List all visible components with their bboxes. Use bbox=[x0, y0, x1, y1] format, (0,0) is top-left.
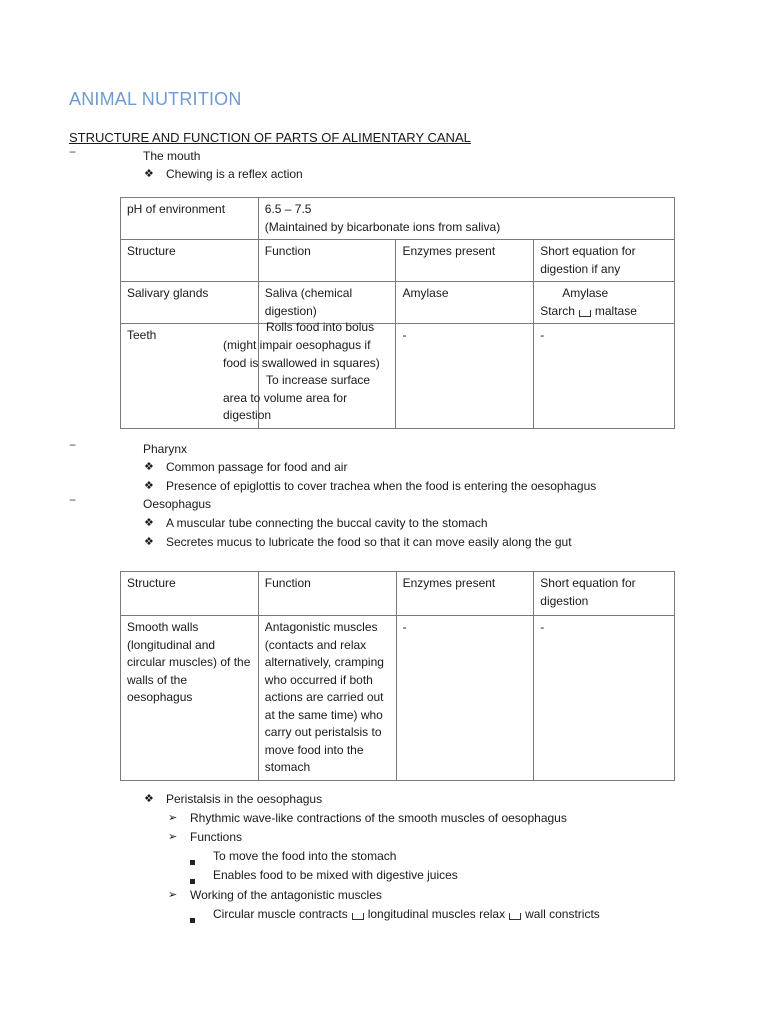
diamond-bullet-icon: ❖ bbox=[144, 517, 154, 529]
ph-note: (Maintained by bicarbonate ions from saliva) bbox=[264, 219, 501, 234]
structure-line: circular muscles) of the bbox=[127, 655, 251, 669]
function-line: Antagonistic muscles bbox=[264, 620, 378, 634]
arrow-bullet-icon: ➢ bbox=[168, 831, 178, 843]
dash-bullet: − bbox=[69, 493, 77, 507]
function-line: actions are carried out bbox=[264, 690, 384, 704]
section-heading: STRUCTURE AND FUNCTION OF PARTS OF ALIMENTARY CANAL bbox=[69, 130, 471, 145]
table-row bbox=[121, 282, 675, 324]
structure-line: (longitudinal and bbox=[127, 637, 216, 652]
working-b: longitudinal muscles relax bbox=[367, 907, 506, 921]
header-function: Function bbox=[258, 240, 396, 282]
equation-to: maltase bbox=[594, 303, 637, 318]
arrow-bullet-icon: ➢ bbox=[168, 812, 178, 824]
working-a: Circular muscle contracts bbox=[213, 907, 348, 921]
cell-equation: - bbox=[534, 616, 675, 781]
function-line: (contacts and relax bbox=[264, 637, 367, 652]
cell-equation bbox=[534, 282, 675, 324]
equation-line bbox=[540, 303, 668, 321]
cell-function bbox=[258, 616, 396, 781]
oesophagus-label: Oesophagus bbox=[143, 497, 212, 511]
oesophagus-table bbox=[120, 571, 675, 781]
equation-enzyme: Amylase bbox=[562, 286, 609, 300]
pharynx-bullet: Presence of epiglottis to cover trachea when the food is entering the oesophagus bbox=[166, 479, 597, 493]
structure-line: Smooth walls bbox=[127, 620, 199, 634]
square-bullet-icon bbox=[190, 854, 195, 868]
diamond-bullet-icon: ❖ bbox=[144, 793, 154, 805]
function-line: move food into the bbox=[264, 742, 364, 757]
arrow-icon bbox=[509, 913, 521, 920]
teeth-function-line: area to volume area for bbox=[223, 391, 348, 405]
teeth-function-line: food is swallowed in squares) bbox=[223, 356, 380, 370]
peristalsis-sub: Rhythmic wave-like contractions of the smooth muscles of oesophagus bbox=[190, 811, 567, 825]
ph-value-cell bbox=[258, 198, 674, 240]
teeth-function-line: (might impair oesophagus if bbox=[223, 338, 371, 352]
arrow-icon bbox=[352, 913, 364, 920]
peristalsis-sub: Working of the antagonistic muscles bbox=[190, 888, 382, 902]
header-function: Function bbox=[258, 572, 396, 616]
working-c: wall constricts bbox=[525, 907, 600, 921]
diamond-bullet-icon: ❖ bbox=[144, 461, 154, 473]
header-equation: Short equation for digestion if any bbox=[534, 240, 675, 282]
function-line: at the same time) who bbox=[264, 707, 383, 722]
dash-bullet: − bbox=[69, 438, 77, 452]
arrow-icon bbox=[579, 310, 591, 317]
function-item: Enables food to be mixed with digestive juices bbox=[213, 868, 458, 882]
dash-bullet: − bbox=[69, 145, 77, 159]
square-bullet-icon bbox=[190, 912, 195, 926]
cell-structure: Salivary glands bbox=[121, 282, 259, 324]
teeth-label: Teeth bbox=[127, 328, 157, 342]
diamond-bullet-icon: ❖ bbox=[144, 168, 154, 180]
equation-from: Starch bbox=[540, 303, 575, 318]
cell-structure bbox=[121, 616, 259, 781]
diamond-bullet-icon: ❖ bbox=[144, 536, 154, 548]
function-line: carry out peristalsis to bbox=[264, 725, 382, 739]
pharynx-bullet: Common passage for food and air bbox=[166, 460, 348, 474]
teeth-function-line: To increase surface bbox=[266, 373, 371, 387]
pharynx-label: Pharynx bbox=[143, 442, 188, 456]
header-equation: Short equation for digestion bbox=[534, 572, 675, 616]
structure-line: oesophagus bbox=[127, 690, 193, 704]
cell-equation: - bbox=[534, 324, 675, 429]
header-structure: Structure bbox=[121, 240, 259, 282]
teeth-function-line: digestion bbox=[223, 408, 272, 422]
cell-function: Saliva (chemical digestion) bbox=[258, 282, 396, 324]
teeth-function-line: Rolls food into bolus bbox=[266, 320, 375, 334]
ph-value: 6.5 – 7.5 bbox=[264, 202, 312, 216]
peristalsis-sub: Functions bbox=[190, 830, 243, 844]
header-enzymes: Enzymes present bbox=[396, 572, 534, 616]
function-line: who occurred if both bbox=[264, 672, 373, 687]
cell-enzyme: Amylase bbox=[396, 282, 534, 324]
cell-enzyme: - bbox=[396, 616, 534, 781]
square-bullet-icon bbox=[190, 873, 195, 887]
header-structure: Structure bbox=[121, 572, 259, 616]
header-enzymes: Enzymes present bbox=[396, 240, 534, 282]
table-row bbox=[121, 324, 675, 429]
oesophagus-bullet: A muscular tube connecting the buccal cavity to the stomach bbox=[166, 516, 488, 530]
mouth-label: The mouth bbox=[143, 149, 201, 163]
function-line: alternatively, cramping bbox=[264, 655, 384, 669]
working-item bbox=[213, 907, 600, 921]
peristalsis-label: Peristalsis in the oesophagus bbox=[166, 792, 323, 806]
table-header-row bbox=[121, 240, 675, 282]
table-row bbox=[121, 198, 675, 240]
function-line: stomach bbox=[264, 760, 311, 774]
table-row bbox=[121, 616, 675, 781]
cell-enzyme: - bbox=[396, 324, 534, 429]
mouth-table bbox=[120, 197, 675, 429]
table-header-row bbox=[121, 572, 675, 616]
function-item: To move the food into the stomach bbox=[213, 849, 397, 863]
oesophagus-bullet: Secretes mucus to lubricate the food so that it can move easily along the gut bbox=[166, 535, 572, 549]
ph-label: pH of environment bbox=[121, 198, 259, 240]
diamond-bullet-icon: ❖ bbox=[144, 480, 154, 492]
structure-line: walls of the bbox=[127, 672, 188, 687]
page-title: ANIMAL NUTRITION bbox=[69, 89, 242, 109]
arrow-bullet-icon: ➢ bbox=[168, 889, 178, 901]
mouth-bullet: Chewing is a reflex action bbox=[166, 167, 303, 181]
